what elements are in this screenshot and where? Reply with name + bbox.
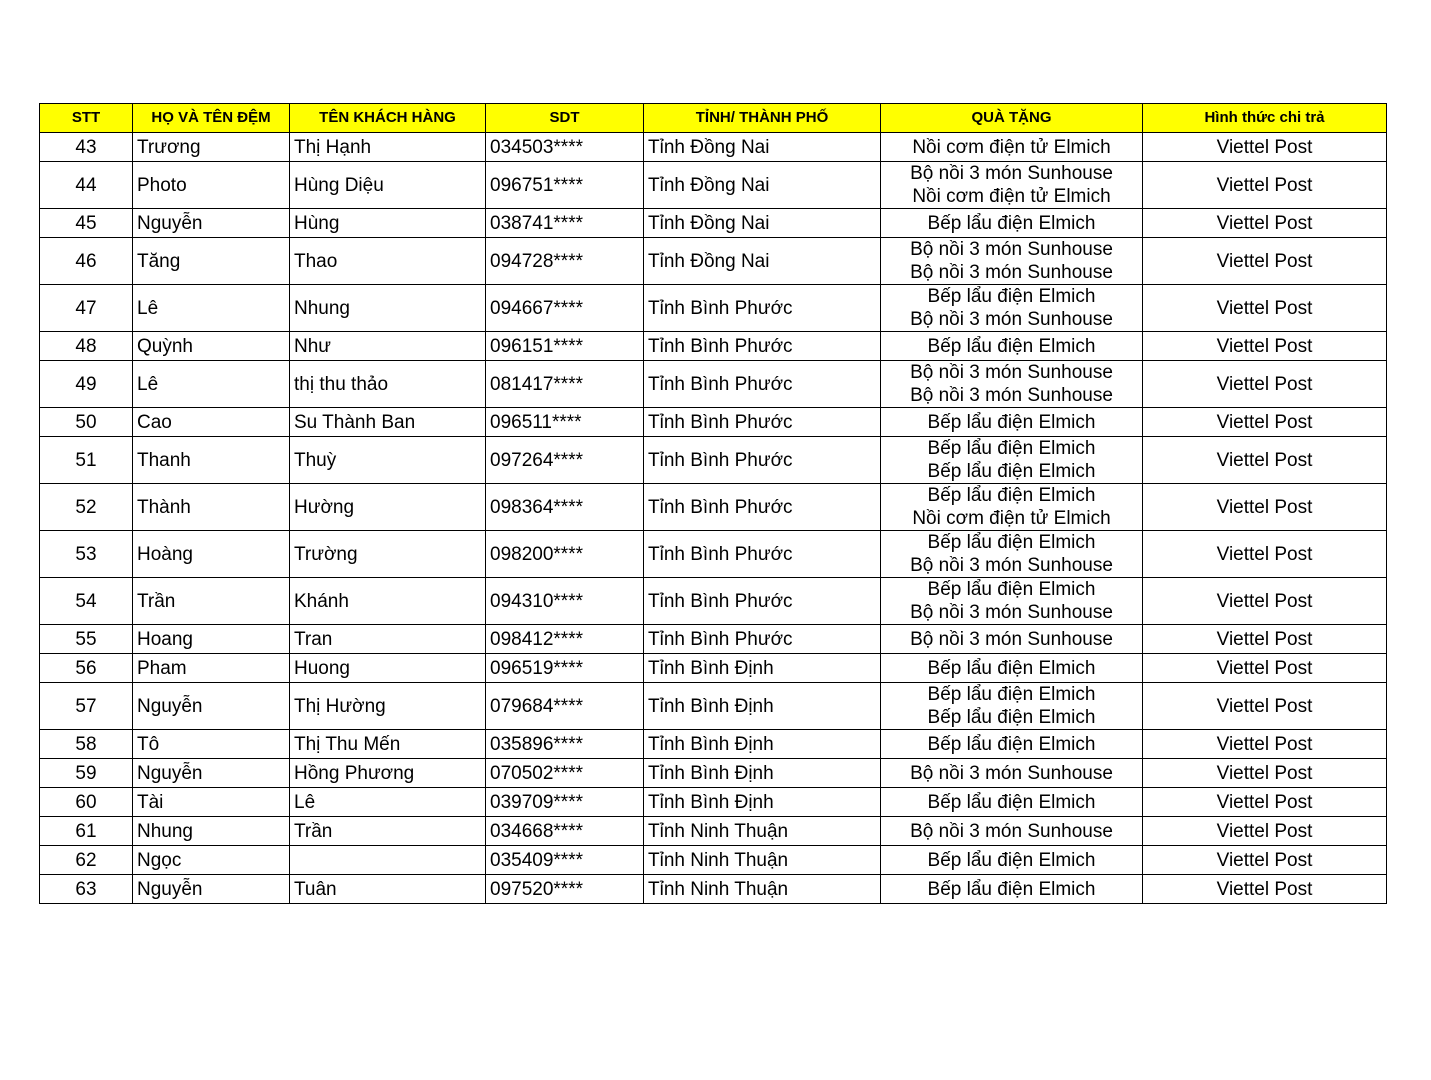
cell-qua-tang: Bộ nồi 3 món Sunhouse Nồi cơm điện tử Elmich [881, 162, 1143, 209]
cell-sdt: 034503**** [486, 133, 644, 162]
table-row [40, 846, 1387, 875]
cell-ho-ten-dem: Nguyễn [133, 759, 290, 788]
cell-tinh-thanh-pho: Tỉnh Bình Phước [644, 531, 881, 578]
cell-stt: 47 [40, 285, 133, 332]
cell-hinh-thuc-chi-tra: Viettel Post [1143, 759, 1387, 788]
cell-sdt: 079684**** [486, 683, 644, 730]
cell-tinh-thanh-pho: Tỉnh Bình Phước [644, 625, 881, 654]
cell-tinh-thanh-pho: Tỉnh Bình Định [644, 654, 881, 683]
cell-stt: 56 [40, 654, 133, 683]
cell-ten-khach-hang: Thị Thu Mến [290, 730, 486, 759]
cell-tinh-thanh-pho: Tỉnh Bình Định [644, 683, 881, 730]
table-row [40, 875, 1387, 904]
cell-ten-khach-hang: Hùng [290, 209, 486, 238]
cell-qua-tang: Bộ nồi 3 món Sunhouse [881, 817, 1143, 846]
cell-sdt: 038741**** [486, 209, 644, 238]
cell-stt: 48 [40, 332, 133, 361]
cell-stt: 63 [40, 875, 133, 904]
cell-sdt: 097520**** [486, 875, 644, 904]
cell-hinh-thuc-chi-tra: Viettel Post [1143, 683, 1387, 730]
table-row [40, 654, 1387, 683]
cell-ho-ten-dem: Nguyễn [133, 875, 290, 904]
cell-ho-ten-dem: Tô [133, 730, 290, 759]
cell-hinh-thuc-chi-tra: Viettel Post [1143, 846, 1387, 875]
header-ten-khach-hang: TÊN KHÁCH HÀNG [290, 104, 486, 133]
table-row [40, 788, 1387, 817]
cell-hinh-thuc-chi-tra: Viettel Post [1143, 484, 1387, 531]
table-row [40, 133, 1387, 162]
cell-hinh-thuc-chi-tra: Viettel Post [1143, 531, 1387, 578]
table-row [40, 285, 1387, 332]
cell-qua-tang: Bếp lẩu điện Elmich [881, 408, 1143, 437]
table-row [40, 578, 1387, 625]
header-tinh-thanh-pho: TỈNH/ THÀNH PHỐ [644, 104, 881, 133]
cell-stt: 46 [40, 238, 133, 285]
cell-ten-khach-hang: Thị Hường [290, 683, 486, 730]
cell-qua-tang: Bếp lẩu điện Elmich Bếp lẩu điện Elmich [881, 683, 1143, 730]
cell-ho-ten-dem: Hoàng [133, 531, 290, 578]
cell-tinh-thanh-pho: Tỉnh Bình Phước [644, 361, 881, 408]
cell-sdt: 035896**** [486, 730, 644, 759]
cell-sdt: 094728**** [486, 238, 644, 285]
cell-sdt: 096519**** [486, 654, 644, 683]
cell-ho-ten-dem: Trần [133, 578, 290, 625]
cell-ho-ten-dem: Trương [133, 133, 290, 162]
cell-sdt: 070502**** [486, 759, 644, 788]
cell-hinh-thuc-chi-tra: Viettel Post [1143, 625, 1387, 654]
cell-qua-tang: Bếp lẩu điện Elmich [881, 846, 1143, 875]
cell-ten-khach-hang: Tran [290, 625, 486, 654]
cell-sdt: 096151**** [486, 332, 644, 361]
cell-stt: 58 [40, 730, 133, 759]
cell-sdt: 098200**** [486, 531, 644, 578]
cell-ten-khach-hang: Su Thành Ban [290, 408, 486, 437]
cell-hinh-thuc-chi-tra: Viettel Post [1143, 437, 1387, 484]
cell-sdt: 039709**** [486, 788, 644, 817]
cell-ho-ten-dem: Thanh [133, 437, 290, 484]
cell-ho-ten-dem: Quỳnh [133, 332, 290, 361]
cell-tinh-thanh-pho: Tỉnh Đồng Nai [644, 133, 881, 162]
cell-tinh-thanh-pho: Tỉnh Bình Phước [644, 437, 881, 484]
cell-tinh-thanh-pho: Tỉnh Ninh Thuận [644, 846, 881, 875]
cell-ho-ten-dem: Nhung [133, 817, 290, 846]
cell-ho-ten-dem: Hoang [133, 625, 290, 654]
cell-tinh-thanh-pho: Tỉnh Bình Phước [644, 332, 881, 361]
cell-ten-khach-hang: thị thu thảo [290, 361, 486, 408]
cell-tinh-thanh-pho: Tỉnh Bình Phước [644, 484, 881, 531]
cell-qua-tang: Bếp lẩu điện Elmich Bếp lẩu điện Elmich [881, 437, 1143, 484]
cell-ten-khach-hang: Hường [290, 484, 486, 531]
table-row [40, 531, 1387, 578]
table-row [40, 759, 1387, 788]
cell-qua-tang: Bếp lẩu điện Elmich [881, 654, 1143, 683]
cell-tinh-thanh-pho: Tỉnh Đồng Nai [644, 209, 881, 238]
table-row [40, 730, 1387, 759]
cell-sdt: 081417**** [486, 361, 644, 408]
cell-ho-ten-dem: Tăng [133, 238, 290, 285]
cell-hinh-thuc-chi-tra: Viettel Post [1143, 162, 1387, 209]
table-row [40, 209, 1387, 238]
cell-qua-tang: Bếp lẩu điện Elmich Nồi cơm điện tử Elmich [881, 484, 1143, 531]
cell-qua-tang: Bộ nồi 3 món Sunhouse Bộ nồi 3 món Sunhouse [881, 361, 1143, 408]
cell-hinh-thuc-chi-tra: Viettel Post [1143, 408, 1387, 437]
cell-stt: 45 [40, 209, 133, 238]
cell-ten-khach-hang: Như [290, 332, 486, 361]
table-row [40, 625, 1387, 654]
cell-qua-tang: Nồi cơm điện tử Elmich [881, 133, 1143, 162]
cell-ten-khach-hang: Tuân [290, 875, 486, 904]
cell-ho-ten-dem: Nguyễn [133, 209, 290, 238]
cell-stt: 51 [40, 437, 133, 484]
table-row [40, 683, 1387, 730]
cell-stt: 50 [40, 408, 133, 437]
table-row [40, 361, 1387, 408]
cell-tinh-thanh-pho: Tỉnh Bình Định [644, 759, 881, 788]
cell-tinh-thanh-pho: Tỉnh Đồng Nai [644, 238, 881, 285]
cell-hinh-thuc-chi-tra: Viettel Post [1143, 133, 1387, 162]
cell-ho-ten-dem: Ngọc [133, 846, 290, 875]
cell-ten-khach-hang: Nhung [290, 285, 486, 332]
table-row [40, 162, 1387, 209]
cell-ten-khach-hang: Thuỳ [290, 437, 486, 484]
header-qua-tang: QUÀ TẶNG [881, 104, 1143, 133]
cell-stt: 52 [40, 484, 133, 531]
cell-sdt: 098364**** [486, 484, 644, 531]
cell-stt: 44 [40, 162, 133, 209]
cell-hinh-thuc-chi-tra: Viettel Post [1143, 817, 1387, 846]
cell-qua-tang: Bếp lẩu điện Elmich [881, 788, 1143, 817]
cell-sdt: 094667**** [486, 285, 644, 332]
table-row [40, 437, 1387, 484]
cell-sdt: 034668**** [486, 817, 644, 846]
cell-qua-tang: Bộ nồi 3 món Sunhouse Bộ nồi 3 món Sunhouse [881, 238, 1143, 285]
cell-ten-khach-hang: Hồng Phương [290, 759, 486, 788]
cell-qua-tang: Bếp lẩu điện Elmich [881, 209, 1143, 238]
cell-stt: 49 [40, 361, 133, 408]
cell-sdt: 097264**** [486, 437, 644, 484]
cell-sdt: 035409**** [486, 846, 644, 875]
cell-sdt: 098412**** [486, 625, 644, 654]
cell-hinh-thuc-chi-tra: Viettel Post [1143, 730, 1387, 759]
cell-hinh-thuc-chi-tra: Viettel Post [1143, 788, 1387, 817]
cell-ten-khach-hang: Thao [290, 238, 486, 285]
table-row [40, 408, 1387, 437]
customer-gift-table [39, 103, 1387, 904]
cell-tinh-thanh-pho: Tỉnh Đồng Nai [644, 162, 881, 209]
cell-hinh-thuc-chi-tra: Viettel Post [1143, 285, 1387, 332]
cell-qua-tang: Bộ nồi 3 món Sunhouse [881, 625, 1143, 654]
cell-qua-tang: Bộ nồi 3 món Sunhouse [881, 759, 1143, 788]
header-hinh-thuc-chi-tra: Hình thức chi trả [1143, 104, 1387, 133]
cell-ho-ten-dem: Photo [133, 162, 290, 209]
cell-stt: 61 [40, 817, 133, 846]
cell-qua-tang: Bếp lẩu điện Elmich Bộ nồi 3 món Sunhouse [881, 285, 1143, 332]
cell-qua-tang: Bếp lẩu điện Elmich [881, 875, 1143, 904]
cell-hinh-thuc-chi-tra: Viettel Post [1143, 875, 1387, 904]
cell-qua-tang: Bếp lẩu điện Elmich [881, 332, 1143, 361]
table-row [40, 484, 1387, 531]
cell-ten-khach-hang: Huong [290, 654, 486, 683]
cell-ho-ten-dem: Thành [133, 484, 290, 531]
cell-hinh-thuc-chi-tra: Viettel Post [1143, 209, 1387, 238]
table-row [40, 238, 1387, 285]
cell-tinh-thanh-pho: Tỉnh Ninh Thuận [644, 875, 881, 904]
cell-hinh-thuc-chi-tra: Viettel Post [1143, 332, 1387, 361]
cell-stt: 62 [40, 846, 133, 875]
table-row [40, 817, 1387, 846]
cell-sdt: 096751**** [486, 162, 644, 209]
cell-ho-ten-dem: Cao [133, 408, 290, 437]
cell-tinh-thanh-pho: Tỉnh Bình Định [644, 730, 881, 759]
cell-tinh-thanh-pho: Tỉnh Bình Phước [644, 578, 881, 625]
cell-stt: 54 [40, 578, 133, 625]
cell-stt: 59 [40, 759, 133, 788]
cell-stt: 60 [40, 788, 133, 817]
cell-ho-ten-dem: Lê [133, 285, 290, 332]
cell-sdt: 094310**** [486, 578, 644, 625]
cell-hinh-thuc-chi-tra: Viettel Post [1143, 361, 1387, 408]
header-row [40, 104, 1387, 133]
header-ho-va-ten-dem: HỌ VÀ TÊN ĐỆM [133, 104, 290, 133]
cell-qua-tang: Bếp lẩu điện Elmich Bộ nồi 3 món Sunhouse [881, 531, 1143, 578]
cell-stt: 57 [40, 683, 133, 730]
cell-hinh-thuc-chi-tra: Viettel Post [1143, 238, 1387, 285]
cell-qua-tang: Bếp lẩu điện Elmich [881, 730, 1143, 759]
cell-stt: 43 [40, 133, 133, 162]
cell-ten-khach-hang: Lê [290, 788, 486, 817]
cell-ho-ten-dem: Lê [133, 361, 290, 408]
cell-hinh-thuc-chi-tra: Viettel Post [1143, 654, 1387, 683]
cell-ten-khach-hang: Trường [290, 531, 486, 578]
cell-tinh-thanh-pho: Tỉnh Bình Phước [644, 408, 881, 437]
cell-ten-khach-hang: Hùng Diệu [290, 162, 486, 209]
cell-ten-khach-hang: Khánh [290, 578, 486, 625]
cell-qua-tang: Bếp lẩu điện Elmich Bộ nồi 3 món Sunhouse [881, 578, 1143, 625]
cell-ten-khach-hang: Trần [290, 817, 486, 846]
header-sdt: SDT [486, 104, 644, 133]
cell-tinh-thanh-pho: Tỉnh Bình Định [644, 788, 881, 817]
cell-hinh-thuc-chi-tra: Viettel Post [1143, 578, 1387, 625]
table-row [40, 332, 1387, 361]
cell-ho-ten-dem: Tài [133, 788, 290, 817]
cell-stt: 53 [40, 531, 133, 578]
cell-stt: 55 [40, 625, 133, 654]
cell-ho-ten-dem: Nguyễn [133, 683, 290, 730]
cell-tinh-thanh-pho: Tỉnh Bình Phước [644, 285, 881, 332]
cell-ho-ten-dem: Pham [133, 654, 290, 683]
cell-sdt: 096511**** [486, 408, 644, 437]
cell-tinh-thanh-pho: Tỉnh Ninh Thuận [644, 817, 881, 846]
cell-ten-khach-hang: Thị Hạnh [290, 133, 486, 162]
cell-ten-khach-hang [290, 846, 486, 875]
header-stt: STT [40, 104, 133, 133]
